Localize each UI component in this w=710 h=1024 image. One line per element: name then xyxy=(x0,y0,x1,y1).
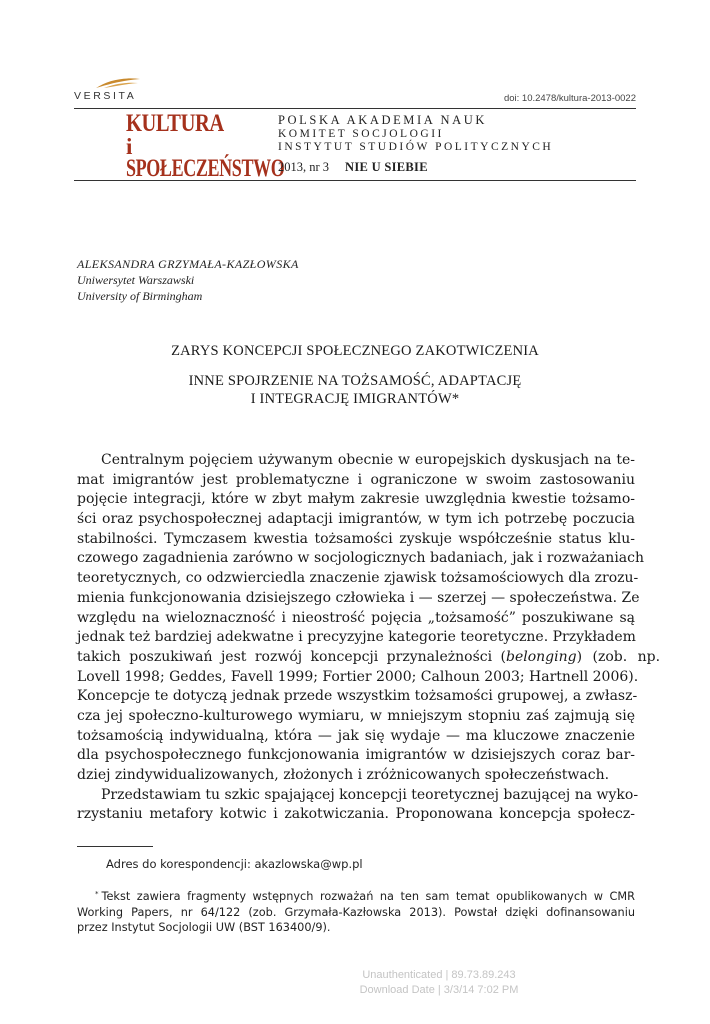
watermark-line1: Unauthenticated | 89.73.89.243 xyxy=(362,969,516,981)
author-affiliation-1: Uniwersytet Warszawski xyxy=(77,273,195,287)
footnote-line: Working Papers, nr 64/122 (zob. Grzymała-Kazłowska 2013). Powstał dzięki dofinansowaniu xyxy=(77,905,635,919)
footnote-line: * Tekst zawiera fragmenty wstępnych rozważań na ten sam temat opublikowanych w CMR xyxy=(95,890,635,903)
versita-swoosh-icon xyxy=(94,76,142,90)
institution-block xyxy=(278,114,553,155)
paragraph-1 xyxy=(77,451,661,786)
publisher-name: VERSITA xyxy=(74,90,137,102)
body-line-part: ) (zob. np. xyxy=(576,648,661,665)
body-line: Koncepcje te dotyczą jednak przede wszystkim tożsamości grupowej, a zwłasz- xyxy=(77,688,638,705)
body-line: rzystaniu metafory kotwic i zakotwiczania. Proponowana koncepcja społecz- xyxy=(77,806,635,823)
section-title: NIE U SIEBIE xyxy=(345,160,428,174)
article-subtitle-line1: INNE SPOJRZENIE NA TOŻSAMOŚĆ, ADAPTACJĘ xyxy=(188,373,522,389)
issue-number: 2013, nr 3 xyxy=(278,160,330,174)
issue-line xyxy=(278,160,428,175)
journal-logo xyxy=(126,110,285,182)
download-watermark xyxy=(0,968,710,998)
body-line: dla psychospołecznego funkcjonowania imigrantów w dzisiejszych coraz bar- xyxy=(77,747,635,764)
body-line: dziej zindywidualizowanych, złożonych i zróżnicowanych społeczeństwach. xyxy=(77,767,610,783)
article-subtitle-line2: I INTEGRACJĘ IMIGRANTÓW* xyxy=(250,391,460,407)
author-affiliation-2: University of Birmingham xyxy=(77,289,203,303)
body-line: Lovell 1998; Geddes, Favell 1999; Fortier 2000; Calhoun 2003; Hartnell 2006). xyxy=(77,668,639,685)
correspondence-note: Adres do korespondencji: akazlowska@wp.pl xyxy=(106,857,363,871)
paragraph-2 xyxy=(77,786,639,825)
article-title: ZARYS KONCEPCJI SPOŁECZNEGO ZAKOTWICZENIA xyxy=(171,343,539,359)
body-line: tożsamością indywidualną, która — jak się wydaje — ma kluczowe znaczenie xyxy=(77,727,635,744)
doi-text: doi: 10.2478/kultura-2013-0022 xyxy=(503,93,636,104)
footnote-rule xyxy=(77,846,153,847)
footnote xyxy=(77,887,635,936)
header-rule-bottom xyxy=(74,180,636,181)
watermark-line2: Download Date | 3/3/14 7:02 PM xyxy=(359,984,519,996)
footnote-marker: * xyxy=(95,890,99,898)
body-line: stabilności. Tymczasem kwestia tożsamości zyskuje współcześnie status klu- xyxy=(77,530,635,547)
body-line: Przedstawiam tu szkic spajającej koncepcji teoretycznej bazującej na wyko- xyxy=(101,786,639,803)
author-name: ALEKSANDRA GRZYMAŁA-KAZŁOWSKA xyxy=(77,257,299,271)
body-line: jednak też bardziej adekwatne i precyzyjne kategorie teoretyczne. Przykładem xyxy=(77,629,636,646)
institution-line2: KOMITET SOCJOLOGII xyxy=(278,127,444,140)
body-line-belonging xyxy=(77,648,661,668)
institution-line3: INSTYTUT STUDIÓW POLITYCZNYCH xyxy=(278,141,554,153)
header-rule-top xyxy=(74,108,636,109)
body-line: cza jej społeczno-kulturowego wymiaru, w mniejszym stopniu zaś zajmują się xyxy=(77,707,635,724)
article-subtitle xyxy=(0,372,710,408)
body-line: pojęcie integracji, które w zbyt małym zakresie uwzględnia kwestie tożsamo- xyxy=(77,491,635,508)
body-line: Centralnym pojęciem używanym obecnie w europejskich dyskusjach na te- xyxy=(101,452,635,468)
journal-logo-line1: KULTURA xyxy=(126,110,224,137)
versita-logo xyxy=(74,76,144,106)
author-block xyxy=(77,256,299,304)
body-line: mienia funkcjonowania dzisiejszego człowieka i — szerzej — społeczeństwa. Ze xyxy=(77,589,640,606)
body-line: ści oraz psychospołecznej adaptacji imigrantów, w tym ich potrzebę poczucia xyxy=(77,511,635,528)
body-line: teoretycznych, co odzwierciedla znaczenie zjawisk tożsamościowych dla zrozu- xyxy=(77,570,639,587)
body-line-part: takich poszukiwań jest rozwój koncepcji przynależności ( xyxy=(77,648,506,665)
body-line: mat imigrantów jest problematyczne i ograniczone w swoim zastosowaniu xyxy=(77,471,635,488)
footnote-line: przez Instytut Socjologii UW (BST 163400/9). xyxy=(77,921,331,934)
journal-logo-line2: i xyxy=(126,134,133,159)
body-line: względu na wieloznaczność i nieostrość pojęcia „tożsamość” poszukiwane są xyxy=(77,609,635,626)
belonging-term: belonging xyxy=(505,648,577,665)
body-line: czowego zagadnienia zarówno w socjologicznych badaniach, jak i rozważaniach xyxy=(77,550,645,567)
article-body xyxy=(77,451,661,825)
institution-line1: POLSKA AKADEMIA NAUK xyxy=(278,113,487,127)
journal-logo-line3: SPOŁECZEŃSTWO xyxy=(126,155,285,182)
